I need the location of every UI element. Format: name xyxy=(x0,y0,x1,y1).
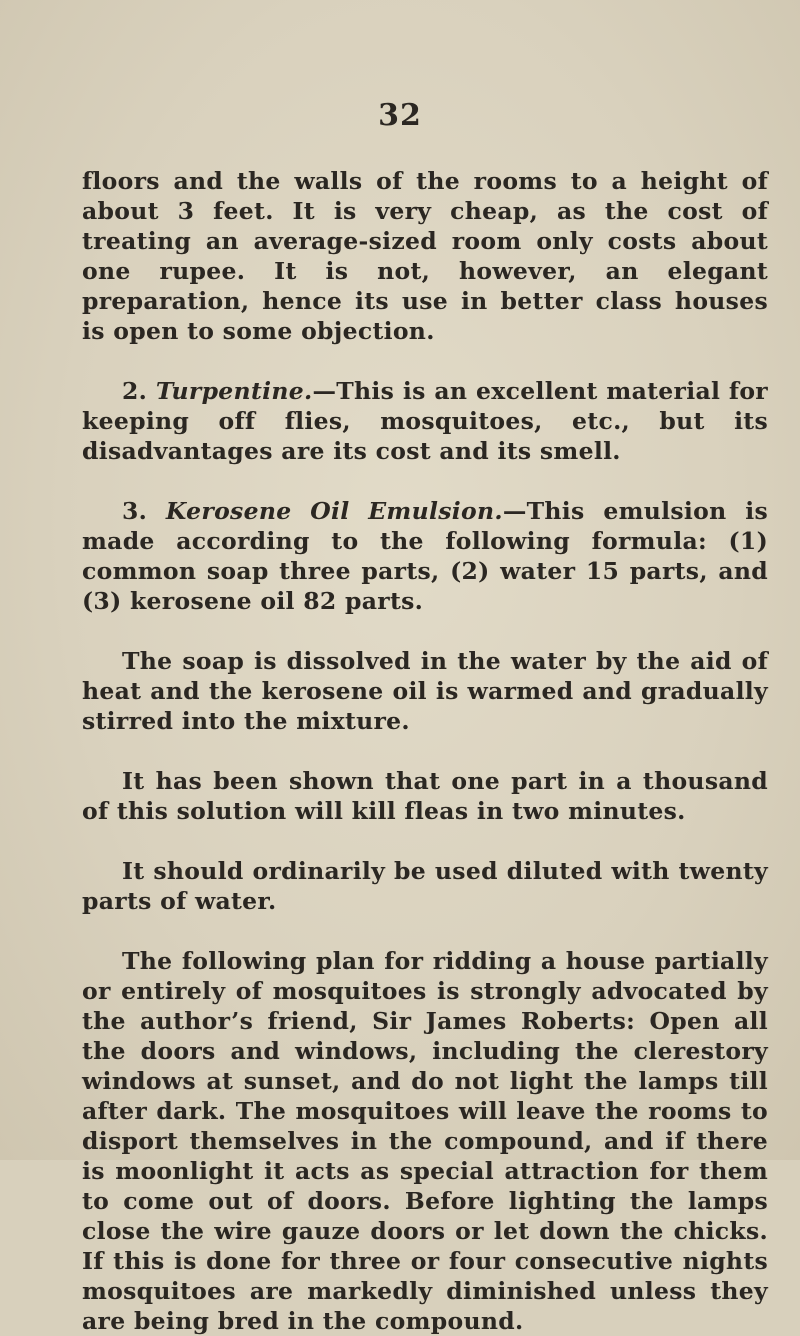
paragraph-fleas: It has been shown that one part in a thousand of this solution will kill fleas in two minutes. xyxy=(82,767,768,825)
item-number: 3. xyxy=(122,497,148,525)
item-heading-kerosene: Kerosene Oil Emulsion. xyxy=(165,497,503,525)
paragraph-mosquito-plan: The following plan for ridding a house partially or entirely of mosquitoes is strongly advocated by the author’s friend, Sir James Roberts: Open all the doors and windows, including the clerestory windows at sunset, and do not light the lamps till after dark. The mosquitoes will leave the rooms to disport themselves in the compound, and if there is moonlight it acts as special attraction for them to come out of doors. Before lighting the lamps close the wire gauze doors or let down the chicks. If this is done for three or four consecutive nights mosquitoes are markedly diminished unless they are being bred in the compound. xyxy=(82,947,768,1335)
page-body xyxy=(82,166,768,1336)
item-text-kerosene: —This emulsion is made according to the following formula: (1) common soap three parts, (2) water 15 parts, and (3) kerosene oil 82 parts. xyxy=(82,497,769,615)
item-heading-turpentine: Turpentine. xyxy=(155,377,313,405)
paragraph-kerosene xyxy=(82,496,768,616)
paragraph-soap: The soap is dissolved in the water by the aid of heat and the kerosene oil is warmed and gradually stirred into the mixture. xyxy=(82,647,768,735)
page-number: 32 xyxy=(378,98,422,133)
paragraph-dilution: It should ordinarily be used diluted with twenty parts of water. xyxy=(82,857,768,915)
item-number: 2. xyxy=(122,377,148,405)
paragraph-turpentine xyxy=(82,376,768,466)
item-text-turpentine: —This is an excellent material for keeping off flies, mosquitoes, etc., but its disadvantages are its cost and its smell. xyxy=(82,377,768,465)
paragraph-1: floors and the walls of the rooms to a height of about 3 feet. It is very cheap, as the cost of treating an average-sized room only costs about one rupee. It is not, however, an elegant preparation, hence its use in better class houses is open to some objection. xyxy=(82,167,768,345)
